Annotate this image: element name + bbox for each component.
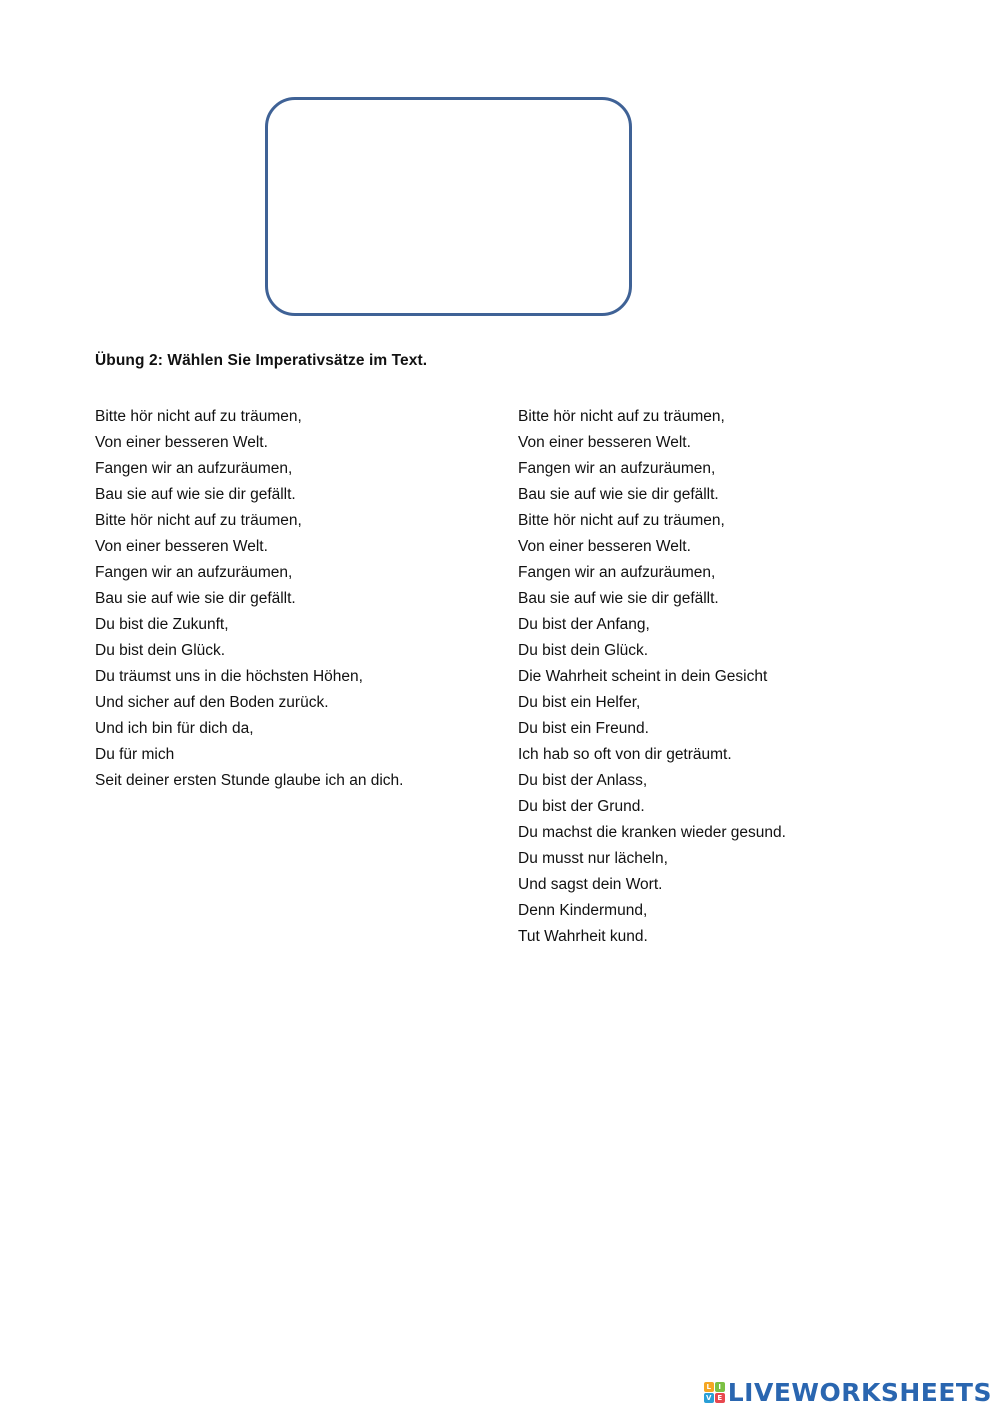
- lyric-line[interactable]: Denn Kindermund,: [518, 902, 648, 919]
- liveworksheets-logo-icon: [704, 1382, 725, 1403]
- lyric-line[interactable]: Fangen wir an aufzuräumen,: [95, 564, 293, 581]
- lyric-line[interactable]: Du bist der Anfang,: [518, 616, 650, 633]
- lyric-line[interactable]: Seit deiner ersten Stunde glaube ich an dich.: [95, 772, 404, 789]
- lyric-line[interactable]: Du für mich: [95, 746, 175, 763]
- lyric-line[interactable]: Und sicher auf den Boden zurück.: [95, 694, 329, 711]
- lyric-line[interactable]: Du bist ein Helfer,: [518, 694, 641, 711]
- logo-tile: I: [715, 1382, 725, 1392]
- lyric-line[interactable]: Du machst die kranken wieder gesund.: [518, 824, 786, 841]
- brand-name: LIVEWORKSHEETS: [727, 1378, 992, 1407]
- lyric-line[interactable]: Von einer besseren Welt.: [95, 538, 268, 555]
- lyric-line[interactable]: Und sagst dein Wort.: [518, 876, 663, 893]
- lyric-line[interactable]: Von einer besseren Welt.: [95, 434, 268, 451]
- liveworksheets-brand: [704, 1378, 992, 1407]
- lyric-line[interactable]: Bau sie auf wie sie dir gefällt.: [95, 590, 296, 607]
- lyric-line[interactable]: Bitte hör nicht auf zu träumen,: [518, 512, 725, 529]
- lyric-line[interactable]: Bitte hör nicht auf zu träumen,: [95, 512, 302, 529]
- lyric-line[interactable]: Und ich bin für dich da,: [95, 720, 254, 737]
- lyric-line[interactable]: Von einer besseren Welt.: [518, 434, 691, 451]
- lyric-line[interactable]: Du bist der Anlass,: [518, 772, 648, 789]
- lyrics-column-left: [95, 404, 404, 794]
- lyric-line[interactable]: Bau sie auf wie sie dir gefällt.: [518, 590, 719, 607]
- lyric-line[interactable]: Du musst nur lächeln,: [518, 850, 668, 867]
- lyric-line[interactable]: Du bist der Grund.: [518, 798, 645, 815]
- lyric-line[interactable]: Fangen wir an aufzuräumen,: [518, 460, 716, 477]
- exercise-title: Übung 2: Wählen Sie Imperativsätze im Text.: [95, 352, 428, 369]
- lyric-line[interactable]: Du bist die Zukunft,: [95, 616, 229, 633]
- logo-tile: L: [704, 1382, 714, 1392]
- lyrics-column-right: [518, 404, 786, 950]
- lyric-line[interactable]: Du bist dein Glück.: [95, 642, 226, 659]
- logo-tile: E: [715, 1393, 725, 1403]
- lyric-line[interactable]: Tut Wahrheit kund.: [518, 928, 648, 945]
- lyric-line[interactable]: Die Wahrheit scheint in dein Gesicht: [518, 668, 768, 685]
- lyric-line[interactable]: Du träumst uns in die höchsten Höhen,: [95, 668, 363, 685]
- lyric-line[interactable]: Bitte hör nicht auf zu träumen,: [518, 408, 725, 425]
- lyric-line[interactable]: Du bist dein Glück.: [518, 642, 649, 659]
- lyric-line[interactable]: Bau sie auf wie sie dir gefällt.: [518, 486, 719, 503]
- lyric-line[interactable]: Fangen wir an aufzuräumen,: [95, 460, 293, 477]
- lyric-line[interactable]: Ich hab so oft von dir geträumt.: [518, 746, 732, 763]
- answer-box[interactable]: [265, 97, 632, 316]
- lyric-line[interactable]: Von einer besseren Welt.: [518, 538, 691, 555]
- lyric-line[interactable]: Du bist ein Freund.: [518, 720, 649, 737]
- lyric-line[interactable]: Fangen wir an aufzuräumen,: [518, 564, 716, 581]
- logo-tile: V: [704, 1393, 714, 1403]
- lyric-line[interactable]: Bitte hör nicht auf zu träumen,: [95, 408, 302, 425]
- lyric-line[interactable]: Bau sie auf wie sie dir gefällt.: [95, 486, 296, 503]
